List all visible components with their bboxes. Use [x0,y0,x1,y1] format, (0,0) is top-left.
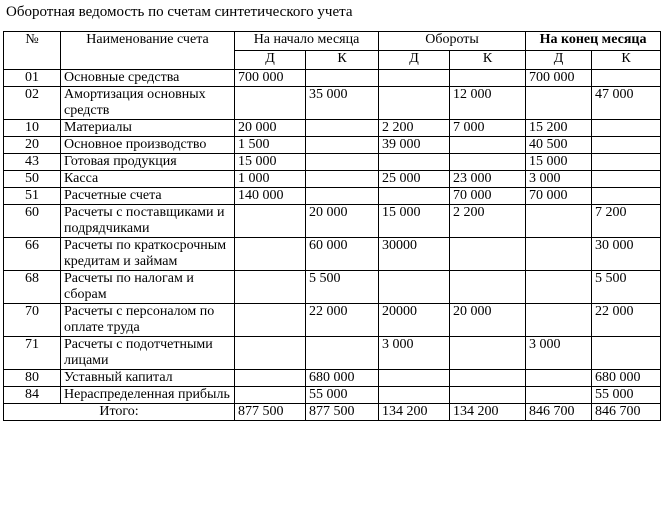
account-code: 84 [4,387,61,404]
opening-credit: 60 000 [306,238,379,271]
turnover-credit [450,370,526,387]
turnover-debit: 30000 [379,238,450,271]
opening-credit [306,120,379,137]
turnover-debit [379,70,450,87]
account-name: Расчеты с персоналом по оплате труда [61,304,235,337]
turnover-debit: 39 000 [379,137,450,154]
closing-debit: 3 000 [526,171,592,188]
table-row [4,171,661,188]
closing-debit: 15 000 [526,154,592,171]
account-name: Расчетные счета [61,188,235,205]
header-opening-debit: Д [235,51,306,70]
header-closing-credit: К [592,51,661,70]
opening-debit [235,370,306,387]
header-opening-credit: К [306,51,379,70]
opening-debit [235,205,306,238]
account-code: 70 [4,304,61,337]
opening-debit: 140 000 [235,188,306,205]
total-opening-credit: 877 500 [306,404,379,421]
opening-credit: 680 000 [306,370,379,387]
closing-credit: 5 500 [592,271,661,304]
opening-credit: 22 000 [306,304,379,337]
closing-credit: 55 000 [592,387,661,404]
document-title: Оборотная ведомость по счетам синтетического учета [6,4,353,20]
header-account-name: Наименование счета [61,32,235,70]
table-body [4,70,661,404]
closing-debit: 40 500 [526,137,592,154]
turnover-credit [450,154,526,171]
closing-debit [526,87,592,120]
total-turnover-debit: 134 200 [379,404,450,421]
closing-debit: 3 000 [526,337,592,370]
turnover-credit [450,387,526,404]
total-closing-debit: 846 700 [526,404,592,421]
turnover-credit: 23 000 [450,171,526,188]
opening-debit [235,337,306,370]
table-row [4,271,661,304]
opening-debit [235,87,306,120]
closing-debit [526,238,592,271]
account-name: Материалы [61,120,235,137]
closing-credit: 47 000 [592,87,661,120]
turnover-credit: 2 200 [450,205,526,238]
table-row [4,70,661,87]
account-name: Нераспределенная прибыль [61,387,235,404]
closing-debit [526,370,592,387]
table-row [4,154,661,171]
opening-debit [235,304,306,337]
account-name: Расчеты с подотчетными лицами [61,337,235,370]
closing-debit [526,387,592,404]
account-name: Расчеты по краткосрочным кредитам и займам [61,238,235,271]
turnover-debit [379,188,450,205]
account-code: 02 [4,87,61,120]
closing-credit: 680 000 [592,370,661,387]
account-name: Амортизация основных средств [61,87,235,120]
table-row [4,238,661,271]
table-row [4,188,661,205]
closing-debit [526,271,592,304]
account-name: Уставный капитал [61,370,235,387]
table-row [4,120,661,137]
total-opening-debit: 877 500 [235,404,306,421]
header-turnover-debit: Д [379,51,450,70]
turnover-credit: 12 000 [450,87,526,120]
account-code: 80 [4,370,61,387]
account-code: 66 [4,238,61,271]
turnover-debit [379,387,450,404]
opening-credit [306,171,379,188]
opening-debit: 1 000 [235,171,306,188]
closing-credit: 7 200 [592,205,661,238]
closing-credit [592,137,661,154]
turnover-debit: 20000 [379,304,450,337]
closing-credit [592,188,661,205]
opening-credit: 20 000 [306,205,379,238]
header-closing-debit: Д [526,51,592,70]
header-opening-balance: На начало месяца [235,32,379,51]
closing-credit [592,120,661,137]
account-name: Расчеты с поставщиками и подрядчиками [61,205,235,238]
account-code: 43 [4,154,61,171]
opening-debit [235,271,306,304]
closing-debit: 700 000 [526,70,592,87]
table-row [4,205,661,238]
closing-debit: 70 000 [526,188,592,205]
header-turnover: Обороты [379,32,526,51]
opening-credit [306,188,379,205]
total-closing-credit: 846 700 [592,404,661,421]
turnover-credit [450,70,526,87]
closing-credit [592,171,661,188]
closing-debit [526,205,592,238]
account-code: 71 [4,337,61,370]
account-name: Основные средства [61,70,235,87]
header-turnover-credit: К [450,51,526,70]
table-row [4,137,661,154]
total-turnover-credit: 134 200 [450,404,526,421]
account-code: 68 [4,271,61,304]
account-code: 01 [4,70,61,87]
account-name: Расчеты по налогам и сборам [61,271,235,304]
opening-debit [235,387,306,404]
table-row [4,370,661,387]
closing-debit: 15 200 [526,120,592,137]
turnover-debit: 3 000 [379,337,450,370]
table-row [4,387,661,404]
total-label: Итого: [4,404,235,421]
closing-credit [592,70,661,87]
turnover-credit [450,238,526,271]
header-number: № [4,32,61,70]
turnover-debit [379,370,450,387]
turnover-debit [379,87,450,120]
opening-debit [235,238,306,271]
header-row-top [4,32,661,51]
account-code: 60 [4,205,61,238]
opening-credit [306,70,379,87]
turnover-sheet-table [3,31,661,421]
turnover-debit: 25 000 [379,171,450,188]
turnover-credit [450,271,526,304]
header-closing-balance: На конец месяца [526,32,661,51]
closing-credit [592,337,661,370]
turnover-credit [450,137,526,154]
opening-credit: 55 000 [306,387,379,404]
turnover-debit: 15 000 [379,205,450,238]
turnover-credit [450,337,526,370]
turnover-credit: 70 000 [450,188,526,205]
turnover-credit: 20 000 [450,304,526,337]
account-code: 20 [4,137,61,154]
total-row [4,404,661,421]
opening-debit: 1 500 [235,137,306,154]
turnover-debit [379,271,450,304]
turnover-debit: 2 200 [379,120,450,137]
table-row [4,337,661,370]
account-name: Основное производство [61,137,235,154]
opening-debit: 20 000 [235,120,306,137]
turnover-debit [379,154,450,171]
opening-credit [306,154,379,171]
account-name: Готовая продукция [61,154,235,171]
account-code: 10 [4,120,61,137]
opening-credit [306,137,379,154]
account-code: 50 [4,171,61,188]
account-code: 51 [4,188,61,205]
account-name: Касса [61,171,235,188]
table-row [4,87,661,120]
turnover-credit: 7 000 [450,120,526,137]
opening-credit [306,337,379,370]
opening-debit: 15 000 [235,154,306,171]
closing-credit: 22 000 [592,304,661,337]
closing-credit: 30 000 [592,238,661,271]
opening-credit: 5 500 [306,271,379,304]
closing-credit [592,154,661,171]
closing-debit [526,304,592,337]
opening-credit: 35 000 [306,87,379,120]
table-row [4,304,661,337]
opening-debit: 700 000 [235,70,306,87]
